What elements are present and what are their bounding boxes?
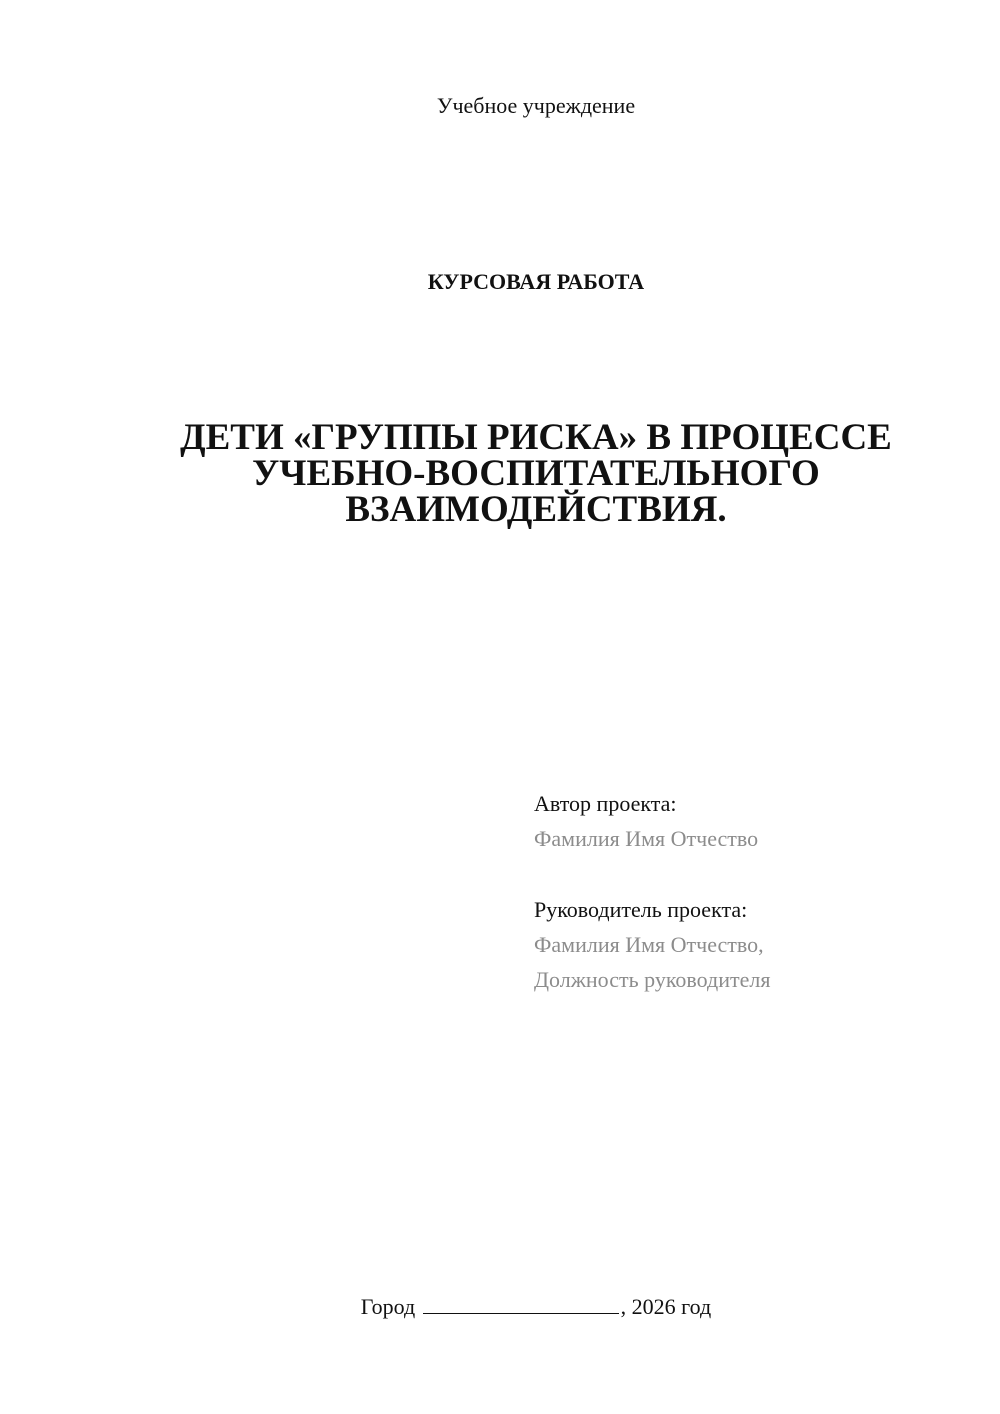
work-title-line: ДЕТИ «ГРУППЫ РИСКА» В ПРОЦЕССЕ (180, 417, 892, 458)
work-title (140, 417, 932, 530)
author-name: Фамилия Имя Отчество (534, 826, 759, 851)
supervisor-name: Фамилия Имя Отчество, (534, 932, 764, 957)
footer-city-year (0, 1289, 1000, 1323)
supervisor-position: Должность руководителя (534, 967, 771, 992)
supervisor-label: Руководитель проекта: (534, 897, 748, 922)
work-title-line: ВЗАИМОДЕЙСТВИЯ. (345, 489, 727, 530)
author-label: Автор проекта: (534, 791, 677, 816)
city-blank-line (423, 1289, 619, 1314)
document-type: КУРСОВАЯ РАБОТА (427, 269, 645, 294)
supervisor-block (534, 892, 974, 997)
year-text: , 2026 год (620, 1294, 712, 1319)
city-label: Город (360, 1294, 416, 1319)
author-block (534, 786, 974, 856)
institution-name: Учебное учреждение (436, 93, 636, 118)
work-title-line: УЧЕБНО-ВОСПИТАТЕЛЬНОГО (252, 453, 820, 494)
